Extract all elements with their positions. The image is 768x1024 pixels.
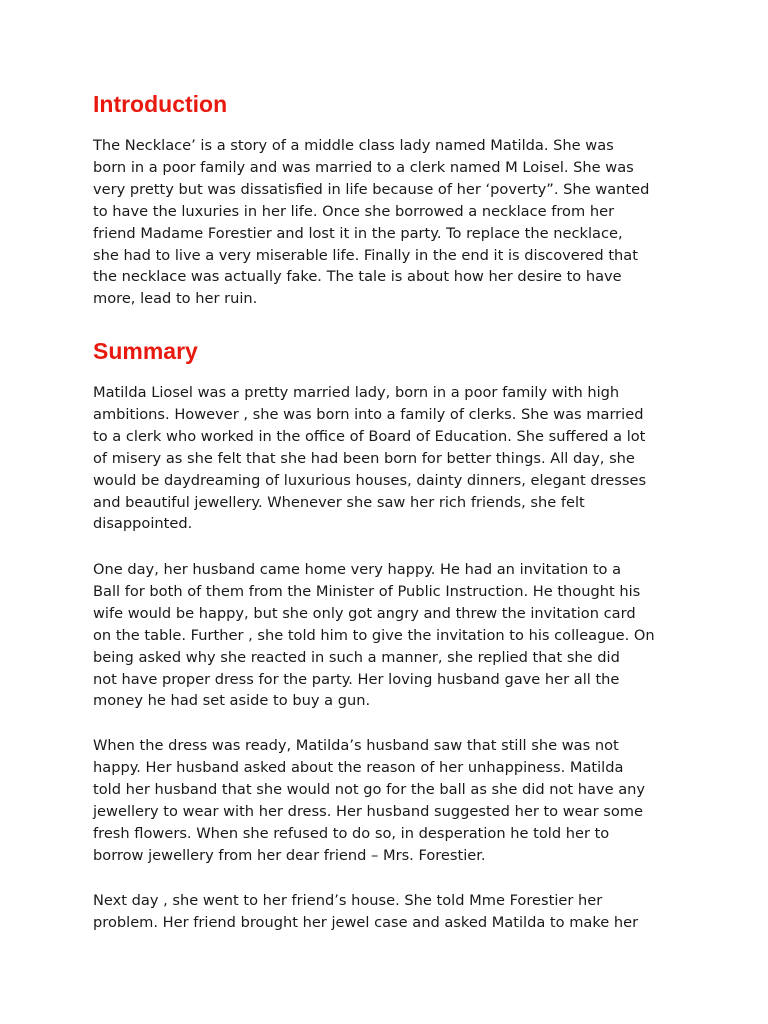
text-line: borrow jewellery from her dear friend – Mrs. Forestier. bbox=[93, 846, 486, 864]
text-line: Matilda Liosel was a pretty married lady, born in a poor family with high bbox=[93, 384, 620, 401]
text-line: Next day , she went to her friend’s house. She told Mme Forestier her bbox=[93, 892, 603, 909]
text-line: born in a poor family and was married to a clerk named M Loisel. She was bbox=[93, 158, 634, 176]
text-line: When the dress was ready, Matilda’s husband saw that still she was not bbox=[93, 737, 619, 754]
text-line: The Necklace’ is a story of a middle class lady named Matilda. She was bbox=[93, 137, 614, 154]
text-line: jewellery to wear with her dress. Her husband suggested her to wear some bbox=[93, 802, 643, 820]
text-line: One day, her husband came home very happy. He had an invitation to a bbox=[93, 561, 622, 578]
paragraph-summary-4 bbox=[93, 890, 638, 934]
text-line: and beautiful jewellery. Whenever she saw her rich friends, she felt bbox=[93, 493, 585, 511]
text-line: on the table. Further , she told him to give the invitation to his colleague. On bbox=[93, 626, 655, 644]
text-line: to a clerk who worked in the office of Board of Education. She suffered a lot bbox=[93, 427, 646, 445]
paragraph-summary-2 bbox=[93, 559, 655, 712]
section-heading-introduction: Introduction bbox=[93, 91, 228, 117]
text-line: told her husband that she would not go for the ball as she did not have any bbox=[93, 780, 646, 798]
text-line: fresh flowers. When she refused to do so, in desperation he told her to bbox=[93, 824, 610, 842]
text-line: problem. Her friend brought her jewel case and asked Matilda to make her bbox=[93, 913, 639, 931]
text-line: disappointed. bbox=[93, 515, 193, 533]
text-line: very pretty but was dissatisfied in life because of her ‘poverty”. She wanted bbox=[93, 180, 650, 198]
text-line: would be daydreaming of luxurious houses, dainty dinners, elegant dresses bbox=[93, 471, 647, 489]
text-line: of misery as she felt that she had been born for better things. All day, she bbox=[93, 449, 635, 467]
text-line: more, lead to her ruin. bbox=[93, 290, 258, 308]
text-line: money he had set aside to buy a gun. bbox=[93, 692, 371, 710]
text-line: to have the luxuries in her life. Once she borrowed a necklace from her bbox=[93, 202, 615, 220]
text-line: she had to live a very miserable life. Finally in the end it is discovered that bbox=[93, 246, 638, 264]
text-line: ambitions. However , she was born into a family of clerks. She was married bbox=[93, 405, 644, 423]
paragraph-introduction bbox=[93, 135, 649, 310]
paragraph-summary-1 bbox=[93, 382, 646, 535]
text-line: friend Madame Forestier and lost it in the party. To replace the necklace, bbox=[93, 224, 623, 242]
section-heading-summary: Summary bbox=[93, 338, 198, 364]
text-line: being asked why she reacted in such a manner, she replied that she did bbox=[93, 648, 620, 666]
text-line: Ball for both of them from the Minister of Public Instruction. He thought his bbox=[93, 582, 641, 600]
text-line: happy. Her husband asked about the reason of her unhappiness. Matilda bbox=[93, 758, 624, 776]
text-line: wife would be happy, but she only got angry and threw the invitation card bbox=[93, 604, 636, 622]
text-line: not have proper dress for the party. Her loving husband gave her all the bbox=[93, 670, 620, 688]
paragraph-summary-3 bbox=[93, 735, 645, 866]
text-line: the necklace was actually fake. The tale is about how her desire to have bbox=[93, 268, 622, 286]
